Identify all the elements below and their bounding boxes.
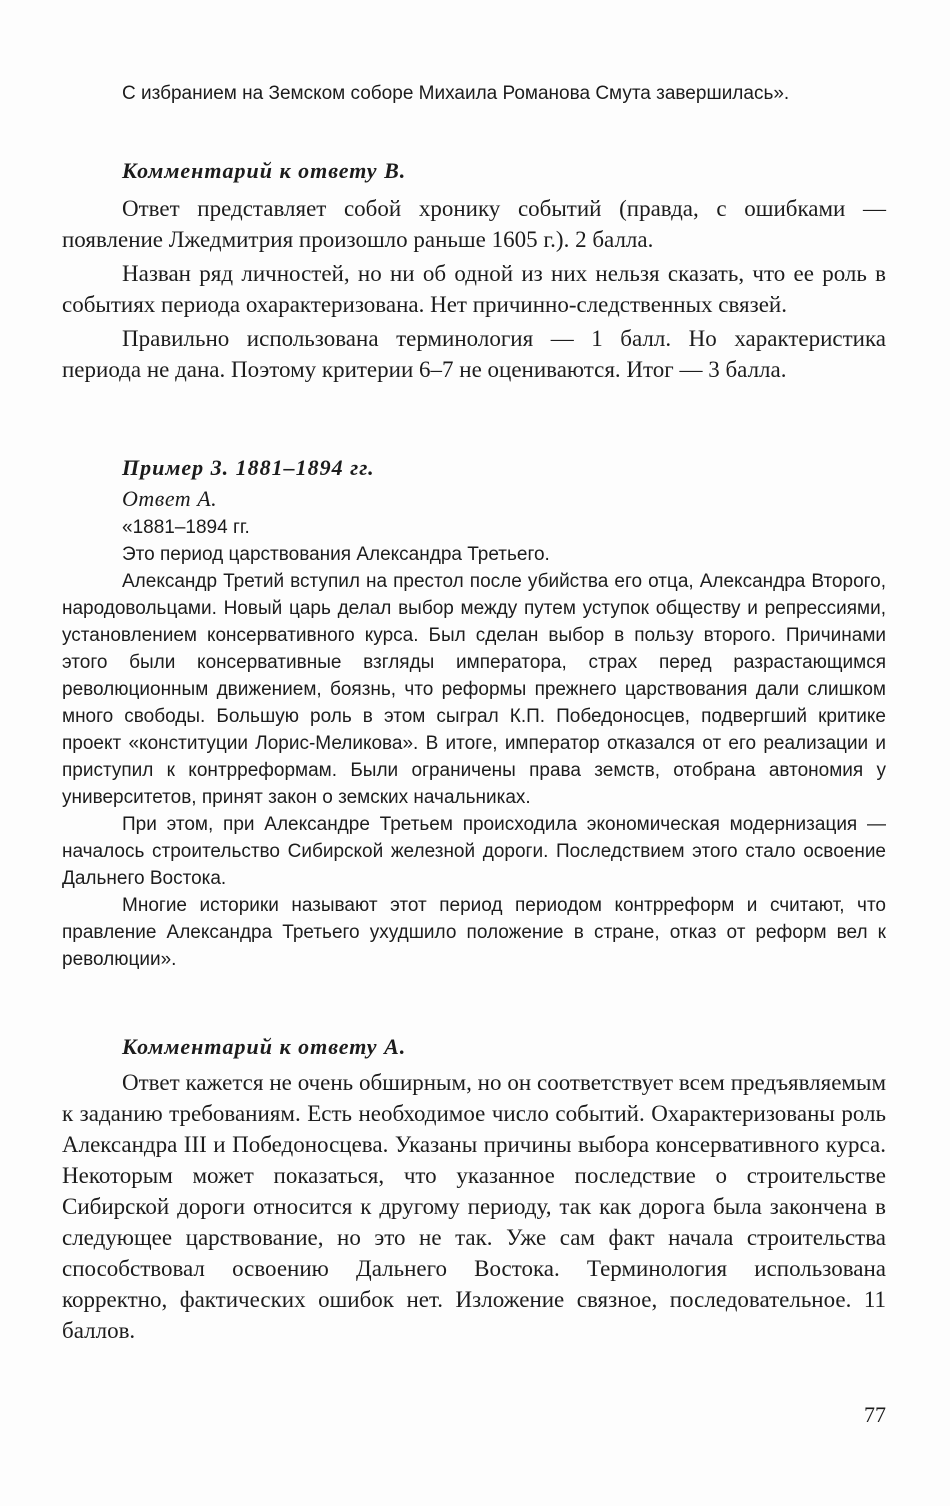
comment-a-body: [62, 1067, 886, 1346]
comment-b-paragraph: Назван ряд личностей, но ни об одной из них нельзя сказать, что ее роль в событиях периода охарактеризована. Нет причинно-следственных связей.: [62, 261, 886, 317]
comment-b-paragraph: Ответ представляет собой хронику событий (правда, с ошибками — появление Лжедмитрия произошло раньше 1605 г.). 2 балла.: [62, 196, 886, 252]
answer-a-paragraph: Александр Третий вступил на престол после убийства его отца, Александра Второго, народовольцами. Новый царь делал выбор между путем уступок обществу и репрессиями, установлением консервативного курса. Был сделан выбор в пользу второго. Причинами этого были консервативные взгляды императора, страх перед разрастающимся революционным движением, боязнь, что реформы прежнего царствования дали слишком много свободы. Большую роль в этом сыграл К.П. Победоносцев, подвергший критике проект «конституции Лорис-Меликова». В итоге, император отказался от его реализации и приступил к контрреформам. Были ограничены права земств, отобрана автономия у университетов, принят закон о земских начальниках.: [62, 571, 886, 808]
comment-a-heading: Комментарий к ответу А.: [122, 1034, 407, 1059]
comment-b-body: [62, 193, 886, 385]
answer-a-body: [62, 568, 886, 973]
comment-a-paragraph: Ответ кажется не очень обширным, но он соответствует всем предъявляемым к заданию требованиям. Есть необходимое число событий. Охарактеризованы роль Александра III и Победоносцева. Указаны причины выбора консервативного курса. Некоторым может показаться, что указанное последствие о строительстве Сибирской дороги относится к другому периоду, так как дорога была закончена в следующее царствование, но это не так. Уже сам факт начала строительства способствовал освоению Дальнего Востока. Терминология использована корректно, фактических ошибок нет. Изложение связное, последовательное. 11 баллов.: [62, 1070, 886, 1343]
page-number: 77: [864, 1402, 886, 1427]
intro-paragraph: С избранием на Земском соборе Михаила Романова Смута завершилась».: [122, 83, 790, 104]
example-3-years-line: «1881–1894 гг.: [122, 517, 250, 538]
comment-b-paragraph: Правильно использована терминология — 1 балл. Но характеристика периода не дана. Поэтому критерии 6–7 не оцениваются. Итог — 3 балла.: [62, 326, 886, 382]
answer-a-paragraph: Многие историки называют этот период периодом контрреформ и считают, что правление Александра Третьего ухудшило положение в стране, отказ от реформ вел к революции».: [62, 895, 886, 970]
example-3-heading: Пример 3. 1881–1894 гг.: [122, 455, 375, 480]
comment-b-heading: Комментарий к ответу В.: [122, 158, 407, 183]
answer-a-label: Ответ А.: [122, 486, 218, 511]
example-3-reign-line: Это период царствования Александра Третьего.: [122, 544, 550, 565]
answer-a-paragraph: При этом, при Александре Третьем происходила экономическая модернизация — началось строительство Сибирской железной дороги. Последствием этого стало освоение Дальнего Востока.: [62, 814, 886, 889]
